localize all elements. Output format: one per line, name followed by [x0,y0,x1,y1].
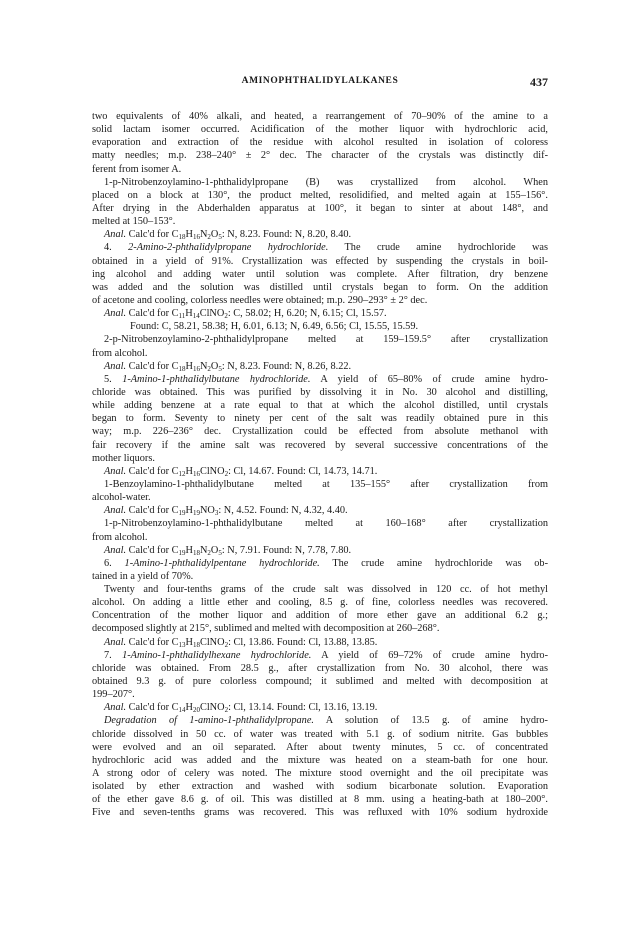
text-segment: of acetone and cooling, colorless needles were obtained; m.p. 290–293° ± 2° dec. [92,294,428,306]
text-segment: Found: C, 58.21, 58.38; H, 6.01, 6.13; N, 6.49, 6.56; Cl, 15.55, 15.59. [130,321,419,333]
text-line [92,609,548,622]
text-segment: mother liquors. [92,452,155,464]
text-segment: while adding benzene at a rate equal to that at which the alcohol distilled, until crystals [92,400,548,412]
text-segment: Concentration of the mother liquor and addition of more ether gave an additional 6.2 g.; [92,610,548,622]
subscript: 18 [192,548,200,557]
text-line [92,478,548,491]
text-line [92,728,548,741]
text-line [92,583,548,596]
text-line [92,557,548,570]
text-segment: ClNO [199,465,225,477]
text-line [92,347,548,360]
text-segment: melted at 150–153°. [92,216,176,228]
text-segment: were evolved and an oil separated. After about twenty minutes, 5 cc. of concentrated [92,741,548,753]
subscript: 2 [224,706,229,715]
text-segment: N [199,360,208,372]
subscript: 20 [192,706,200,715]
text-line [92,544,548,557]
text-line [92,662,548,675]
text-line [92,110,548,123]
text-line [92,123,548,136]
text-segment: 1-Benzoylamino-1-phthalidylbutane melted at 135–155° after crystallization from [104,478,548,490]
text-line [92,688,548,701]
text-segment: O [210,360,219,372]
text-segment: Calc'd for C [126,308,179,320]
text-segment: N [199,229,208,241]
subscript: 2 [224,312,228,321]
text-segment: ferent from isomer A. [92,163,182,175]
text-segment: isolated by ether extraction and washed with sodium bicarbonate solution. Evaporation [92,781,548,793]
text-line [92,806,548,819]
text-segment: O [210,544,219,556]
text-line [92,320,548,333]
text-segment: H [185,505,193,517]
text-line [92,268,548,281]
text-segment: 2-p-Nitrobenzoylamino-2-phthalidylpropane melted at 159–159.5° after crystallization [104,334,548,346]
text-line [92,675,548,688]
text-line [92,228,548,241]
text-segment: Calc'd for C [126,544,179,556]
subscript: 2 [207,364,211,373]
text-segment: chloride dissolved in 50 cc. of water was treated with 5.1 g. of sodium nitrite. Gas bubbles [92,728,548,740]
subscript: 14 [178,706,186,715]
text-segment: : N, 8.23. Found: N, 8.20, 8.40. [221,229,352,241]
text-line [92,386,548,399]
text-segment: A solution of 13.5 g. of amine hydro- [313,715,548,727]
text-segment: hydrochloric acid was added and the mixture was heated on a steam-bath for one hour. [92,754,548,766]
text-line [92,281,548,294]
italic-text: Degradation of 1-amino-1-phthalidylpropane. [104,715,314,727]
text-line [92,491,548,504]
text-line [92,412,548,425]
text-segment: was added and the solution was distilled until crystals began to form. On the addition [92,281,548,293]
text-segment: two equivalents of 40% alkali, and heated, a rearrangement of 70–90% of the amine to a [92,111,548,122]
text-line [92,793,548,806]
italic-text: Anal. [104,229,127,241]
text-line [92,531,548,544]
text-line [92,333,548,346]
text-line [92,255,548,268]
text-line [92,399,548,412]
subscript: 18 [178,364,186,373]
text-segment: alcohol-water. [92,492,151,504]
subscript: 2 [224,469,229,478]
subscript: 13 [178,640,186,649]
text-segment: ing alcohol and adding water until solution was complete. After filtration, dry benzene [92,268,548,280]
subscript: 5 [218,233,222,242]
italic-text: Anal. [104,505,127,517]
page-header [92,76,548,92]
text-segment: 6. [104,557,125,569]
text-segment: ClNO [199,308,225,320]
subscript: 18 [178,233,186,242]
text-line [92,754,548,767]
text-segment: : Cl, 13.86. Found: Cl, 13.88, 13.85. [228,636,378,648]
subscript: 19 [178,509,186,518]
text-segment: matty needles; m.p. 238–240° ± 2° dec. The character of the crystals was distinctly dif- [92,150,548,162]
text-line [92,780,548,793]
italic-text: Anal. [104,465,127,477]
text-line [92,465,548,478]
subscript: 19 [178,548,186,557]
text-segment: N [199,544,208,556]
text-segment: : C, 58.02; H, 6.20; N, 6.15; Cl, 15.57. [227,308,387,320]
text-segment: began to form. Seventy to ninety per cent of the salt was readily obtained pure in this [92,413,548,425]
text-segment: H [185,229,193,241]
text-line [92,714,548,727]
text-line [92,241,548,254]
text-segment: obtained in a yield of 91%. Crystallization was effected by suspending the crystals in boil- [92,255,548,267]
text-segment: solid lactam isomer occurred. Acidification of the mother liquor with hydrochloric acid, [92,124,548,136]
text-line [92,149,548,162]
text-segment: : N, 8.23. Found: N, 8.26, 8.22. [221,360,352,372]
italic-text: 1-Amino-1-phthalidylpentane hydrochloride. [124,557,320,569]
text-line [92,636,548,649]
text-segment: H [185,360,193,372]
text-segment: 4. [104,242,129,254]
text-line [92,596,548,609]
text-line [92,622,548,635]
text-segment: alcohol. On adding a little ether and cooling, 8.5 g. of fine, colorless needles was recovered. [92,597,548,609]
text-line [92,163,548,176]
text-segment: After drying in the Abderhalden apparatus at 100°, it began to sinter at about 148°, and [92,202,548,214]
italic-text: 1-Amino-1-phthalidylhexane hydrochloride. [122,649,312,661]
text-segment: Twenty and four-tenths grams of the crude salt was dissolved in 120 cc. of hot methyl [104,584,548,596]
subscript: 5 [218,548,222,557]
text-segment: from alcohol. [92,347,148,359]
text-segment: from alcohol. [92,531,148,543]
text-segment: H [185,544,193,556]
text-line [92,176,548,189]
text-segment: Calc'd for C [126,636,179,648]
text-segment: decomposed slightly at 215°, sublimed and melted with decomposition at 260–268°. [92,623,440,635]
subscript: 11 [178,312,186,321]
text-segment: : N, 7.91. Found: N, 7.78, 7.80. [221,544,352,556]
text-line [92,136,548,149]
text-line [92,360,548,373]
text-segment: Five and seven-tenths grams was recovered. This was refluxed with 10% sodium hydroxide [92,807,548,819]
text-line [92,373,548,386]
text-segment: A yield of 69–72% of crude amine hydro- [311,649,548,661]
text-segment: chloride was obtained. From 28.5 g., after crystallization from No. 30 alcohol, there was [92,662,548,674]
text-segment: H [185,308,193,320]
text-line [92,741,548,754]
text-segment: of the ether gave 8.6 g. of oil. This was distilled at 8 mm. using a heating-bath at 180–200°. [92,794,548,806]
subscript: 5 [218,364,222,373]
subscript: 2 [207,548,211,557]
text-line [92,189,548,202]
text-segment: 1-p-Nitrobenzoylamino-1-phthalidylbutane melted at 160–168° after crystallization [104,518,548,530]
text-line [92,452,548,465]
text-line [92,504,548,517]
subscript: 2 [207,233,211,242]
text-segment: H [185,702,193,714]
text-segment: H [185,636,193,648]
text-line [92,701,548,714]
italic-text: Anal. [104,636,127,648]
text-segment: NO [199,505,215,517]
page-number: 437 [530,75,548,89]
italic-text: Anal. [104,308,127,320]
text-segment: chloride was obtained. This was purified by dissolving it in No. 30 alcohol and distilling, [92,386,548,398]
text-line [92,425,548,438]
text-line [92,439,548,452]
italic-text: Anal. [104,360,127,372]
subscript: 3 [214,509,219,518]
text-segment: : N, 4.52. Found: N, 4.32, 4.40. [218,505,348,517]
body-text [92,110,548,820]
subscript: 19 [192,509,200,518]
subscript: 16 [192,364,200,373]
text-segment: ClNO [199,636,225,648]
text-segment: : Cl, 14.67. Found: Cl, 14.73, 14.71. [228,465,378,477]
text-segment: Calc'd for C [126,702,179,714]
italic-text: 1-Amino-1-phthalidylbutane hydrochloride. [122,373,311,385]
text-segment: tained in a yield of 70%. [92,570,194,582]
subscript: 16 [192,469,200,478]
subscript: 2 [224,640,229,649]
italic-text: 2-Amino-2-phthalidylpropane hydrochloride. [128,242,329,254]
italic-text: Anal. [104,544,127,556]
running-title: AMINOPHTHALIDYLALKANES [241,76,399,86]
subscript: 12 [178,469,186,478]
text-segment: : Cl, 13.14. Found: Cl, 13.16, 13.19. [228,702,378,714]
text-line [92,767,548,780]
text-line [92,202,548,215]
text-segment: 1-p-Nitrobenzoylamino-1-phthalidylpropane (B) was crystallized from alcohol. When [104,176,548,188]
text-segment: The crude amine hydrochloride was [328,242,548,254]
text-line [92,294,548,307]
italic-text: Anal. [104,702,127,714]
text-line [92,570,548,583]
text-segment: obtained 9.3 g. of pure colorless compound; it sublimed and melted with decomposition at [92,676,548,688]
text-segment: Calc'd for C [126,229,179,241]
subscript: 14 [192,312,200,321]
subscript: 18 [192,640,200,649]
text-line [92,215,548,228]
text-line [92,307,548,320]
text-segment: fair recovery if the amine salt was recovered by several successive concentrations of the [92,439,548,451]
text-segment: The crude amine hydrochloride was ob- [319,557,548,569]
text-line [92,649,548,662]
subscript: 16 [192,233,200,242]
text-segment: A strong odor of celery was noted. The mixture stood overnight and the oil precipitate was [92,768,548,780]
text-segment: Calc'd for C [126,465,179,477]
text-segment: O [210,229,219,241]
text-segment: 7. [104,649,123,661]
text-segment: ClNO [199,702,225,714]
text-segment: Calc'd for C [126,360,179,372]
text-segment: Calc'd for C [126,505,179,517]
text-segment: way; m.p. 226–236° dec. Crystallization could be effected from absolute methanol with [92,426,548,438]
text-line [92,517,548,530]
text-segment: evaporation and extraction of the residue with alcohol resulted in isolation of coloress [92,137,548,149]
text-segment: placed on a block at 130°, the product melted, resolidified, and melted again at 155–156°. [92,189,548,201]
text-segment: H [185,465,193,477]
text-segment: A yield of 65–80% of crude amine hydro- [310,373,548,385]
text-segment: 199–207°. [92,689,135,701]
text-segment: 5. [104,373,123,385]
